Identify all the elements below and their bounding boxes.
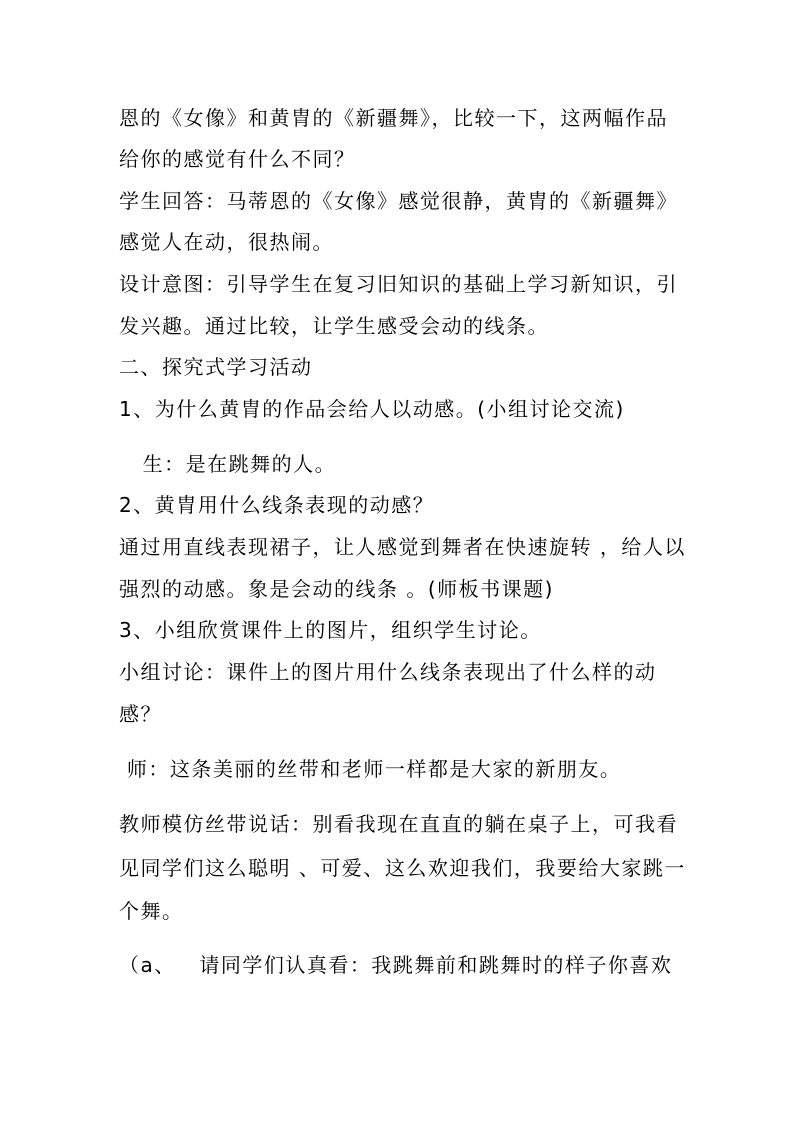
- text-line-12: 强烈的动感。象是会动的线条 。(师板书课题): [119, 577, 554, 601]
- text-line-20: （a、 请同学们认真看：我跳舞前和跳舞时的样子你喜欢: [119, 953, 673, 977]
- text-line-13: 3、小组欣赏课件上的图片，组织学生讨论。: [119, 618, 542, 642]
- text-line-14: 小组讨论：课件上的图片用什么线条表现出了什么样的动: [119, 660, 657, 684]
- text-line-11: 通过用直线表现裙子，让人感觉到舞者在快速旋转 ，给人以: [119, 535, 686, 559]
- text-line-6: 发兴趣。通过比较，让学生感受会动的线条。: [119, 314, 549, 338]
- text-line-8: 1、为什么黄胄的作品会给人以动感。(小组讨论交流): [119, 397, 625, 421]
- text-line-1: 恩的《女像》和黄胄的《新疆舞》，比较一下，这两幅作品: [119, 106, 668, 130]
- text-line-18: 见同学们这么聪明 、可爱、这么欢迎我们，我要给大家跳一: [119, 856, 686, 880]
- text-line-4: 感觉人在动，很热闹。: [119, 230, 334, 254]
- text-line-5: 设计意图：引导学生在复习旧知识的基础上学习新知识，引: [119, 272, 678, 296]
- text-line-9: 生：是在跳舞的人。: [119, 452, 337, 476]
- text-line-17: 教师模仿丝带说话：别看我现在直直的躺在桌子上，可我看: [119, 812, 678, 836]
- text-line-10: 2、黄胄用什么线条表现的动感？: [119, 493, 435, 517]
- text-line-3: 学生回答：马蒂恩的《女像》感觉很静，黄胄的《新疆舞》: [119, 189, 678, 213]
- text-line-19: 个舞。: [119, 899, 184, 923]
- text-line-16: 师：这条美丽的丝带和老师一样都是大家的新朋友。: [119, 757, 622, 781]
- text-line-15: 感？: [119, 702, 162, 726]
- section-heading: 二、探究式学习活动: [119, 355, 313, 379]
- text-line-2: 给你的感觉有什么不同？: [119, 147, 356, 171]
